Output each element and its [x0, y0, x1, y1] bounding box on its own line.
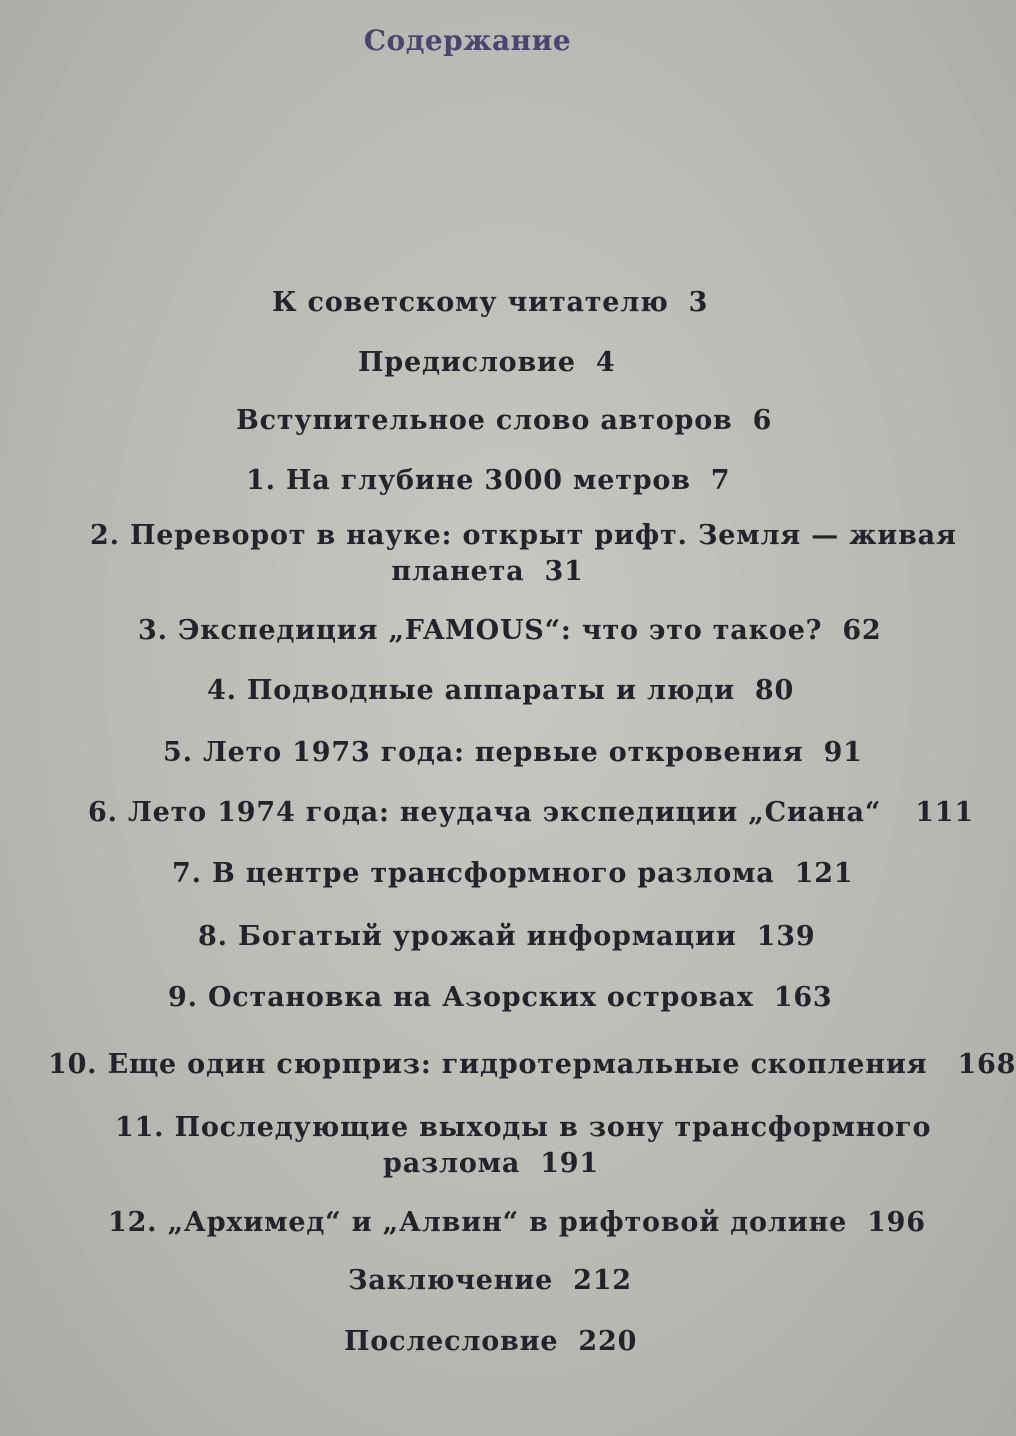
toc-entry-title: 8. Богатый урожай информации	[198, 921, 737, 952]
toc-entry-title: 2. Переворот в науке: открыт рифт. Земля — живая	[90, 520, 957, 551]
toc-entry	[348, 1264, 632, 1298]
toc-entry-page: 168	[957, 1049, 1016, 1080]
toc-entry-title: Вступительное слово авторов	[236, 405, 733, 436]
toc-entry-title: 11. Последующие выходы в зону трансформного	[115, 1112, 932, 1143]
toc-entry-page: 111	[915, 797, 974, 828]
toc-entry-title: 3. Экспедиция „FAMOUS“: что это такое?	[138, 615, 823, 646]
toc-entry-title: Предисловие	[358, 347, 576, 378]
toc-entry	[172, 857, 853, 891]
toc-entry-title: 6. Лето 1974 года: неудача экспедиции „Сиана“	[88, 797, 882, 828]
toc-entry	[358, 346, 615, 380]
toc-entry	[246, 464, 730, 498]
toc-entry-page: 3	[688, 287, 709, 318]
toc-entry-page: 191	[540, 1148, 599, 1179]
toc-entry-title: К советскому читателю	[272, 287, 669, 318]
toc-entry	[88, 796, 974, 830]
toc-entry-page: 62	[842, 615, 882, 646]
toc-entry-title: 10. Еще один сюрприз: гидротермальные скопления	[48, 1049, 928, 1080]
toc-entry-title-continuation	[115, 1146, 867, 1182]
toc-entry	[344, 1325, 637, 1359]
toc-entry-title-cont-text: разлома	[383, 1148, 521, 1179]
toc-entry	[138, 614, 882, 648]
toc-entry-page: 80	[754, 675, 795, 706]
toc-entry-page: 91	[823, 737, 863, 768]
page-title: Содержание	[363, 24, 572, 57]
toc-entry-page: 6	[752, 405, 773, 436]
toc-entry-page: 121	[794, 858, 854, 889]
toc-entry-title-cont-text: планета	[391, 556, 525, 587]
toc-entry	[207, 674, 794, 708]
toc-entry	[236, 404, 772, 438]
toc-entry-page: 196	[867, 1207, 926, 1238]
toc-entry-page: 31	[544, 556, 584, 587]
toc-entry-title: 9. Остановка на Азорских островах	[168, 982, 754, 1013]
toc-entry	[108, 1206, 926, 1240]
toc-entry-page: 163	[773, 982, 833, 1013]
toc-entry	[90, 518, 957, 590]
toc-entry-title: Послесловие	[344, 1326, 559, 1357]
toc-entry-title: 1. На глубине 3000 метров	[246, 465, 691, 496]
toc-entry-title: 7. В центре трансформного разлома	[172, 858, 775, 889]
toc-entry-title-continuation	[90, 554, 885, 590]
toc-entry-title: Заключение	[348, 1265, 554, 1296]
toc-entry-title: 5. Лето 1973 года: первые откровения	[163, 737, 804, 768]
toc-entry-title: 12. „Архимед“ и „Алвин“ в рифтовой долине	[108, 1207, 848, 1238]
toc-entry	[272, 286, 708, 320]
toc-entry-page: 212	[573, 1265, 632, 1296]
toc-entry	[198, 920, 815, 954]
toc-entry	[115, 1110, 932, 1182]
toc-entry-page: 139	[756, 921, 816, 952]
toc-entry-page: 7	[710, 465, 731, 496]
toc-entry	[168, 981, 833, 1015]
toc-entry-page: 220	[578, 1326, 638, 1357]
toc-entry-page: 4	[595, 347, 616, 378]
toc-entry	[48, 1048, 1016, 1082]
toc-entry-title: 4. Подводные аппараты и люди	[207, 675, 735, 706]
toc-entry	[163, 736, 863, 770]
